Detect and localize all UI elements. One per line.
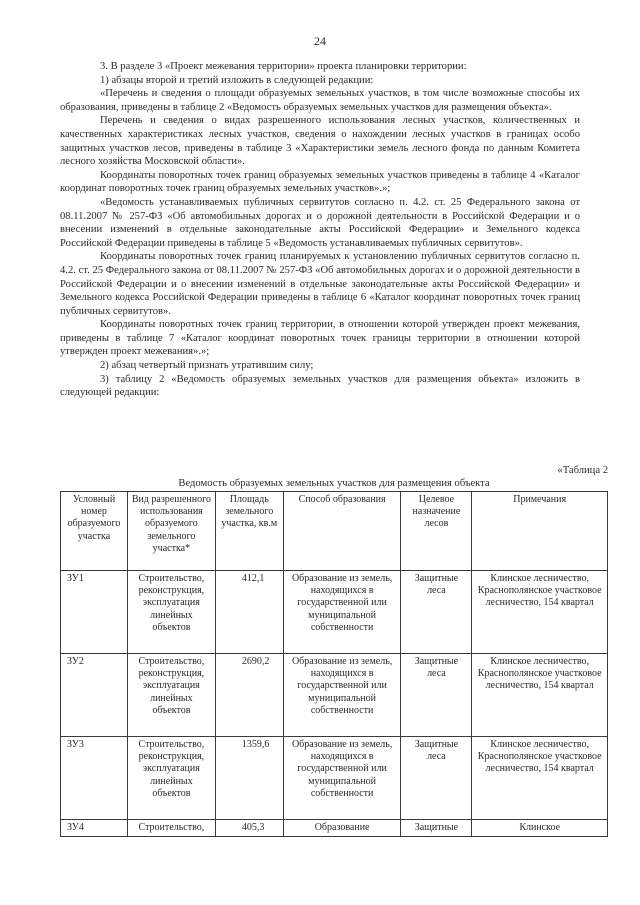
forest-purpose: Защитные леса <box>401 654 472 737</box>
paragraph: «Перечень и сведения о площади образуемых земельных участков, в том числе возможные способы их образования, приведены в таблице 2 «Ведомость образуемых земельных участков для размещения объекта». <box>60 88 580 113</box>
formation-method: Образование из земель, находящихся в государственной или муниципальной собственности <box>283 737 401 820</box>
paragraph: Координаты поворотных точек границ планируемых к установлению публичных сервитутов согласно п. 4.2. ст. 25 Федерального закона от 08.11.2007 № 257-ФЗ «Об автомобильных дорогах и о дорожной деятельности в Российской Федерации и о внесении изменений в отдельные законодательные акты Российской Федерации» и Земельного кодекса Российской Федерации приведены в таблице 6 «Каталог координат поворотных точек границ публичных сервитутов». <box>60 251 580 317</box>
parcel-id: ЗУ2 <box>61 654 128 737</box>
body-text <box>60 60 580 400</box>
paragraph: 1) абзацы второй и третий изложить в следующей редакции: <box>100 74 374 86</box>
notes: Клинское <box>472 820 608 837</box>
formation-method: Образование из земель, находящихся в государственной или муниципальной собственности <box>283 654 401 737</box>
parcel-id: ЗУ1 <box>61 571 128 654</box>
column-header: Вид разрешенного использования образуемого земельного участка* <box>127 492 215 571</box>
permitted-use: Строительство, реконструкция, эксплуатация линейных объектов <box>127 654 215 737</box>
paragraph: 2) абзац четвертый признать утратившим силу; <box>100 360 314 372</box>
table-row <box>61 654 608 737</box>
notes: Клинское лесничество, Краснополянское участковое лесничество, 154 квартал <box>472 654 608 737</box>
parcel-area: 405,3 <box>215 820 283 837</box>
paragraph: Координаты поворотных точек границ образуемых земельных участков приведены в таблице 4 «Каталог координат поворотных точек границ образуемых земельных участков».»; <box>60 169 580 195</box>
permitted-use: Строительство, <box>127 820 215 837</box>
parcel-area: 2690,2 <box>215 654 283 737</box>
table-row <box>61 571 608 654</box>
parcels-table <box>60 491 608 837</box>
paragraph: Перечень и сведения о видах разрешенного использования лесных участков, количественных и качественных характеристиках лесных участков, сведения о нахождении лесных участков в границах особо защитных участков лесов, приведены в таблице 3 «Характеристики земель лесного фонда по данным Комитета лесного хозяйства Московской области». <box>60 115 580 168</box>
paragraph: «Ведомость устанавливаемых публичных сервитутов согласно п. 4.2. ст. 25 Федерального закона от 08.11.2007 № 257-ФЗ «Об автомобильных дорогах и о дорожной деятельности в Российской Федерации и о внесении изменений в отдельные законодательные акты Российской Федерации» и Земельного кодекса Российской Федерации приведены в таблице 5 «Ведомость устанавливаемых публичных сервитутов». <box>60 196 580 249</box>
column-header: Условный номер образуемого участка <box>61 492 128 571</box>
forest-purpose: Защитные леса <box>401 737 472 820</box>
parcel-area: 412,1 <box>215 571 283 654</box>
paragraph: 3) таблицу 2 «Ведомость образуемых земельных участков для размещения объекта» изложить в следующей редакции: <box>60 373 580 399</box>
parcel-id: ЗУ3 <box>61 737 128 820</box>
formation-method: Образование из земель, находящихся в государственной или муниципальной собственности <box>283 571 401 654</box>
table-row <box>61 737 608 820</box>
paragraph: 3. В разделе 3 «Проект межевания территории» проекта планировки территории: <box>100 61 467 72</box>
column-header: Целевое назначение лесов <box>401 492 472 571</box>
table-number: «Таблица 2 <box>557 465 608 476</box>
parcel-area: 1359,6 <box>215 737 283 820</box>
table-row <box>61 820 608 837</box>
column-header: Площадь земельного участка, кв.м <box>215 492 283 571</box>
table-header-row <box>61 492 608 571</box>
page-number: 24 <box>314 34 326 48</box>
forest-purpose: Защитные <box>401 820 472 837</box>
paragraph: Координаты поворотных точек границ территории, в отношении которой утвержден проект межевания, приведены в таблице 7 «Каталог координат поворотных точек границы территории в отношении которой утвержден проект межевания».»; <box>60 319 580 358</box>
permitted-use: Строительство, реконструкция, эксплуатация линейных объектов <box>127 571 215 654</box>
table-caption: Ведомость образуемых земельных участков для размещения объекта <box>178 478 490 489</box>
notes: Клинское лесничество, Краснополянское участковое лесничество, 154 квартал <box>472 571 608 654</box>
permitted-use: Строительство, реконструкция, эксплуатация линейных объектов <box>127 737 215 820</box>
notes: Клинское лесничество, Краснополянское участковое лесничество, 154 квартал <box>472 737 608 820</box>
formation-method: Образование <box>283 820 401 837</box>
forest-purpose: Защитные леса <box>401 571 472 654</box>
column-header: Примечания <box>472 492 608 571</box>
parcel-id: ЗУ4 <box>61 820 128 837</box>
column-header: Способ образования <box>283 492 401 571</box>
